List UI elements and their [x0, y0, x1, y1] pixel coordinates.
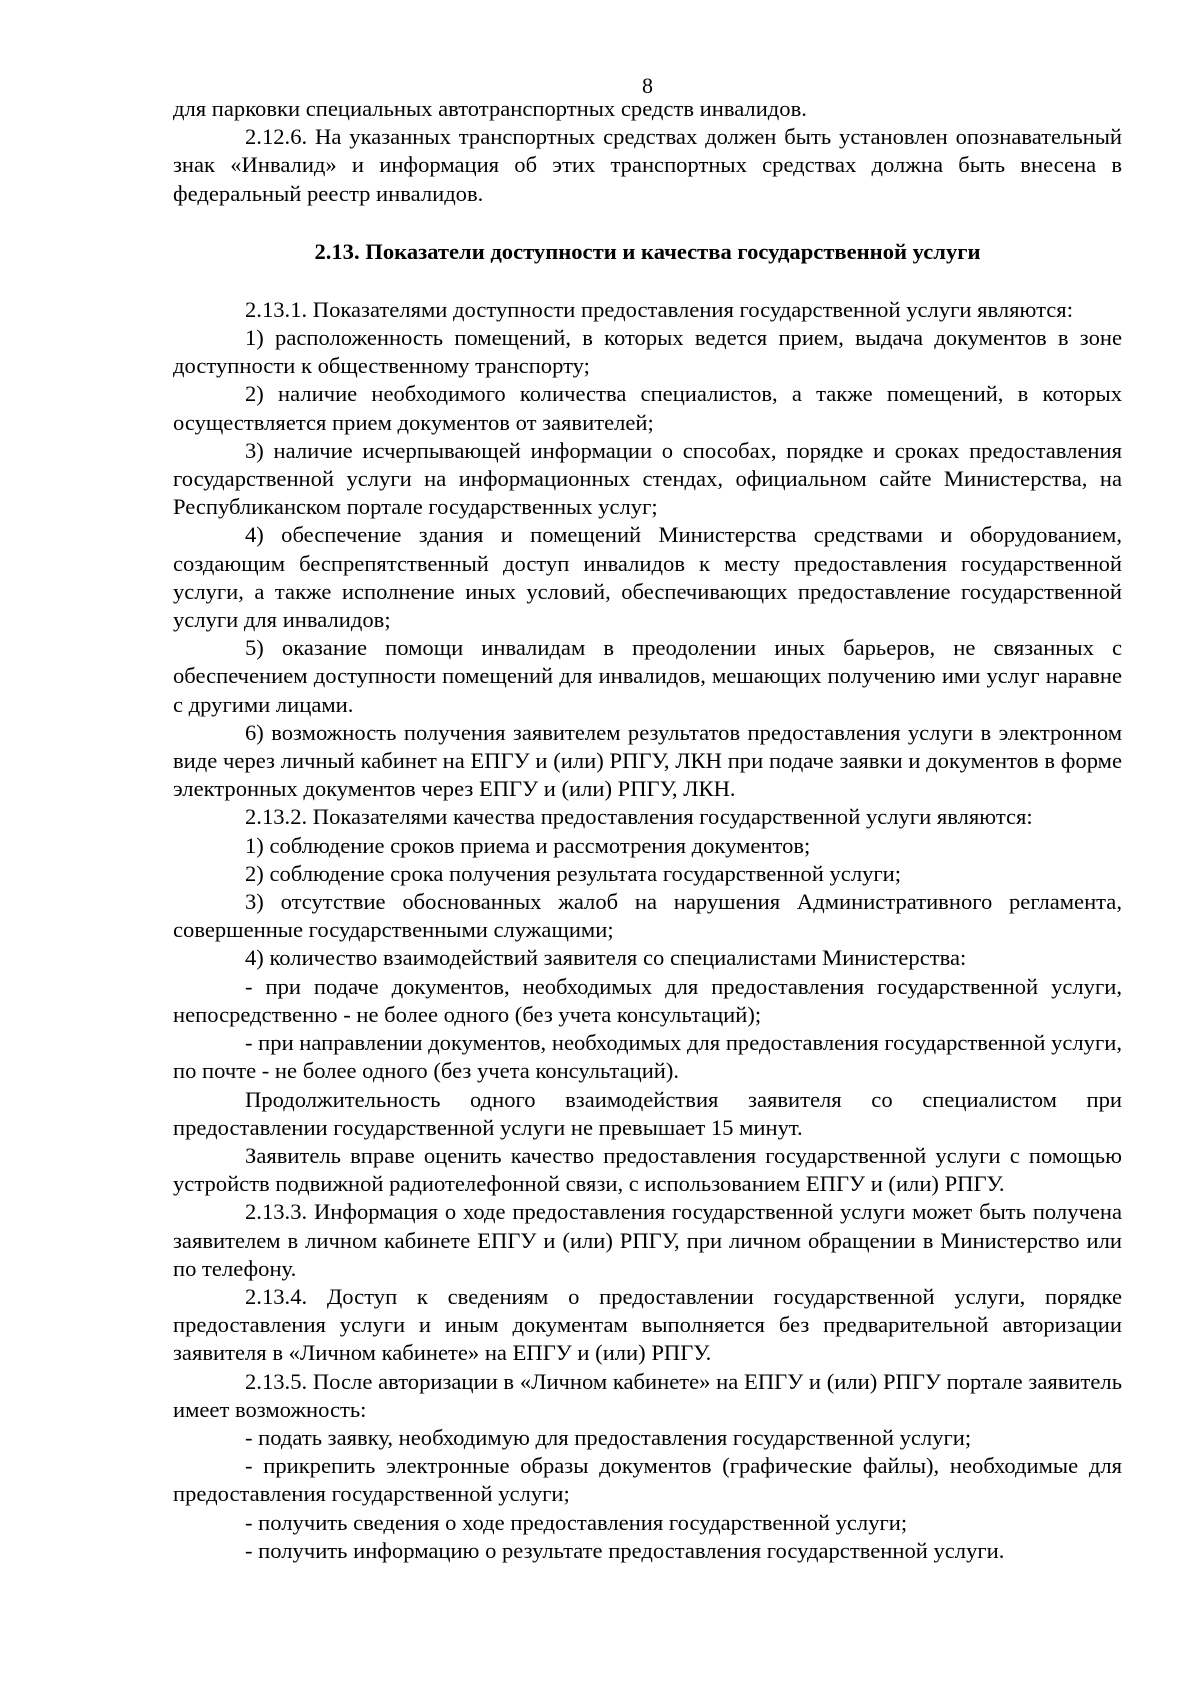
list-item: 6) возможность получения заявителем результатов предоставления услуги в электронном виде через личный кабинет на ЕПГУ и (или) РПГУ, ЛКН при подаче заявки и документов в форме электронных документов через ЕПГУ и (или) РПГУ, ЛКН.: [173, 719, 1122, 802]
list-item: 1) расположенность помещений, в которых ведется прием, выдача документов в зоне доступности к общественному транспорту;: [173, 325, 1122, 379]
list-item: 3) наличие исчерпывающей информации о способах, порядке и сроках предоставления государственной услуги на информационных стендах, официальном сайте Министерства, на Республиканском портале государственных услуг;: [173, 437, 1122, 520]
paragraph-2-13-4: 2.13.4. Доступ к сведениям о предоставлении государственной услуги, порядке предоставления услуги и иным документам выполняется без предварительной авторизации заявителя в «Личном кабинете» на ЕПГУ и (или) РПГУ.: [173, 1283, 1122, 1366]
paragraph: Заявитель вправе оценить качество предоставления государственной услуги с помощью устройств подвижной радиотелефонной связи, с использованием ЕПГУ и (или) РПГУ.: [173, 1142, 1122, 1197]
list-item: - при направлении документов, необходимых для предоставления государственной услуги, по почте - не более одного (без учета консультаций).: [173, 1030, 1122, 1084]
list-item: 5) оказание помощи инвалидам в преодолении иных барьеров, не связанных с обеспечением доступности помещений для инвалидов, мешающих получению ими услуг наравне с другими лицами.: [173, 635, 1122, 717]
list-item: - получить информацию о результате предоставления государственной услуги.: [245, 1537, 1005, 1563]
paragraph-2-13-3: 2.13.3. Информация о ходе предоставления государственной услуги может быть получена заявителем в личном кабинете ЕПГУ и (или) РПГУ, при личном обращении в Министерство или по телефону.: [173, 1199, 1122, 1281]
document-body: [173, 95, 1122, 1565]
list-item: 3) отсутствие обоснованных жалоб на нарушения Административного регламента, совершенные государственными служащими;: [173, 889, 1122, 943]
list-item: - при подаче документов, необходимых для предоставления государственной услуги, непосредственно - не более одного (без учета консультаций);: [173, 973, 1122, 1027]
page-number: 8: [642, 73, 653, 98]
paragraph-2-13-1: 2.13.1. Показателями доступности предоставления государственной услуги являются:: [245, 296, 1073, 322]
list-item: 1) соблюдение сроков приема и рассмотрения документов;: [245, 832, 811, 858]
list-item: 2) наличие необходимого количества специалистов, а также помещений, в которых осуществляется прием документов от заявителей;: [173, 381, 1122, 435]
list-item: - подать заявку, необходимую для предоставления государственной услуги;: [245, 1424, 972, 1450]
list-item: 4) количество взаимодействий заявителя со специалистами Министерства:: [245, 945, 967, 971]
list-item: - получить сведения о ходе предоставления государственной услуги;: [245, 1509, 908, 1535]
paragraph-continuation: для парковки специальных автотранспортных средств инвалидов.: [173, 96, 807, 121]
list-item: 4) обеспечение здания и помещений Министерства средствами и оборудованием, создающим беспрепятственный доступ инвалидов к месту предоставления государственной услуги, а также исполнение иных условий, обеспечивающих предоставление государственной услуги для инвалидов;: [173, 522, 1122, 633]
paragraph-2-12-6: 2.12.6. На указанных транспортных средствах должен быть установлен опознавательный знак «Инвалид» и информация об этих транспортных средствах должна быть внесена в федеральный реестр инвалидов.: [173, 124, 1122, 206]
list-item: 2) соблюдение срока получения результата государственной услуги;: [245, 860, 902, 886]
paragraph: Продолжительность одного взаимодействия заявителя со специалистом при предоставлении государственной услуги не превышает 15 минут.: [173, 1086, 1122, 1140]
section-heading: 2.13. Показатели доступности и качества государственной услуги: [314, 238, 981, 264]
list-item: - прикрепить электронные образы документов (графические файлы), необходимые для предоставления государственной услуги;: [173, 1453, 1122, 1507]
paragraph-2-13-2: 2.13.2. Показателями качества предоставления государственной услуги являются:: [245, 804, 1033, 830]
paragraph-2-13-5: 2.13.5. После авторизации в «Личном кабинете» на ЕПГУ и (или) РПГУ портале заявитель имеет возможность:: [173, 1368, 1122, 1422]
